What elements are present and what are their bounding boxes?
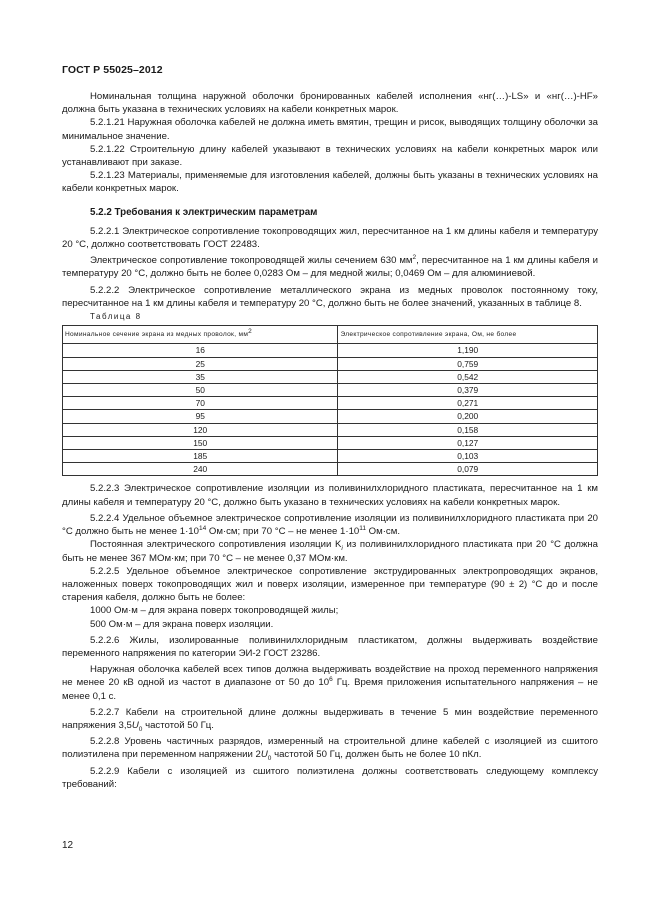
table-caption: Таблица 8 [90,312,142,322]
table-header-section: Номинальное сечение экрана из медных проволок, мм2 [63,326,338,344]
table-8 [62,325,598,476]
page-content [62,90,598,791]
paragraph-insulation-constant: Постоянная электрического сопротивления изоляции $K_i$ из поливинилхлоридного пластиката при 20 °С должна быть не менее 367 МОм·км; при 70 °С – не менее 0,37 МОм·км. [62,539,598,564]
document-header: ГОСТ Р 55025–2012 [62,64,163,76]
clause-5-2-2-6: 5.2.2.6 Жилы, изолированные поливинилхлоридным пластикатом, должны выдерживать воздействие переменного напряжения по категории ЭИ-2 ГОСТ 23286. [62,634,598,659]
table-header-resistance: Электрическое сопротивление экрана, Ом, не более [338,326,598,344]
page-number: 12 [62,840,74,851]
clause-5-2-2-8: 5.2.2.8 Уровень частичных разрядов, измеренный на строительной длине кабелей с изоляцией из сшитого полиэтилена при переменном напряжении $2U_0$ частотой 50 Гц, должен быть не более 10 пКл. [62,736,598,763]
clause-5-2-2-4: 5.2.2.4 Удельное объемное электрическое сопротивление изоляции из поливинилхлоридного пластиката при 20 °С должно быть не менее $1\cdot 10^{14}$ Ом·см; при 70 °С – не менее $1\cdot 10^{11}$ Ом·см. [62,512,598,538]
table-row: 95 0,200 [63,410,598,423]
clause-5-2-2-2: 5.2.2.2 Электрическое сопротивление металлического экрана из медных проволок постоянному току, пересчитанное на 1 км длины кабеля и температуру 20 °С, должно быть не более значений, указанных в таблице 8. [62,284,598,309]
table-row: 185 0,103 [63,450,598,463]
clause-5-2-2-9: 5.2.2.9 Кабели с изоляцией из сшитого полиэтилена должны соответствовать следующему комплексу требований: [62,765,598,790]
section-heading: 5.2.2 Требования к электрическим параметрам [90,206,318,218]
clause-5-2-2-3: 5.2.2.3 Электрическое сопротивление изоляции из поливинилхлоридного пластиката, пересчитанное на 1 км длины кабеля и температуру 20 °С, должно быть указано в технических условиях на кабели конкретных марок. [62,483,598,508]
clause-5-2-1-22: 5.2.1.22 Строительную длину кабелей указывают в технических условиях на кабели конкретных марок или устанавливают при заказе. [62,143,598,169]
table-row: 50 0,379 [63,384,598,397]
table-row: 150 0,127 [63,436,598,449]
clause-5-2-1-23: 5.2.1.23 Материалы, применяемые для изготовления кабелей, должны быть указаны в технических условиях на кабели конкретных марок. [62,170,598,195]
table-row: 70 0,271 [63,397,598,410]
clause-5-2-2-1: 5.2.2.1 Электрическое сопротивление токопроводящих жил, пересчитанное на 1 км длины кабеля и температуру 20 °С, должно соответствовать ГОСТ 22483. [62,225,598,251]
paragraph: Номинальная толщина наружной оболочки бронированных кабелей исполнения «нг(…)-LS» и «нг(…)-HF» должна быть указана в технических условиях на кабели конкретных марок. [62,91,598,116]
list-item: 1000 Ом·м – для экрана поверх токопроводящей жилы; [90,605,339,617]
clause-5-2-1-21: 5.2.1.21 Наружная оболочка кабелей не должна иметь вмятин, трещин и рисок, выводящих толщину оболочки за минимальное значение. [62,117,598,142]
table-row: 240 0,079 [63,463,598,476]
table-row: 16 1,190 [63,344,598,357]
paragraph-outer-sheath: Наружная оболочка кабелей всех типов должна выдерживать воздействие на проход переменного напряжения не менее 20 кВ одной из частот в диапазоне от 50 до $10^6$ Гц. Время приложения испытательного напряжения – не менее 0,1 с. [62,664,599,702]
table-row: 25 0,759 [63,357,598,370]
table-row: 120 0,158 [63,423,598,436]
clause-5-2-2-7: 5.2.2.7 Кабели на строительной длине должны выдерживать в течение 5 мин воздействие переменного напряжения $3,5U_0$ частотой 50 Гц. [62,706,598,733]
paragraph-630-mm: Электрическое сопротивление токопроводящей жилы сечением 630 $мм^2$, пересчитанное на 1 км длины кабеля и температуру 20 °С, должно быть не более 0,0283 Ом – для медной жилы; 0,0469 Ом – для алюминиевой. [62,254,598,280]
clause-5-2-2-5: 5.2.2.5 Удельное объемное электрическое сопротивление экструдированных электропроводящих экранов, наложенных поверх токопроводящих жил и поверх изоляции, измеренное при температуре (90 ± 2) °С до и после старения кабеля, должно быть не более: [62,565,598,604]
table-row: 35 0,542 [63,370,598,383]
list-item: 500 Ом·м – для экрана поверх изоляции. [90,618,274,630]
